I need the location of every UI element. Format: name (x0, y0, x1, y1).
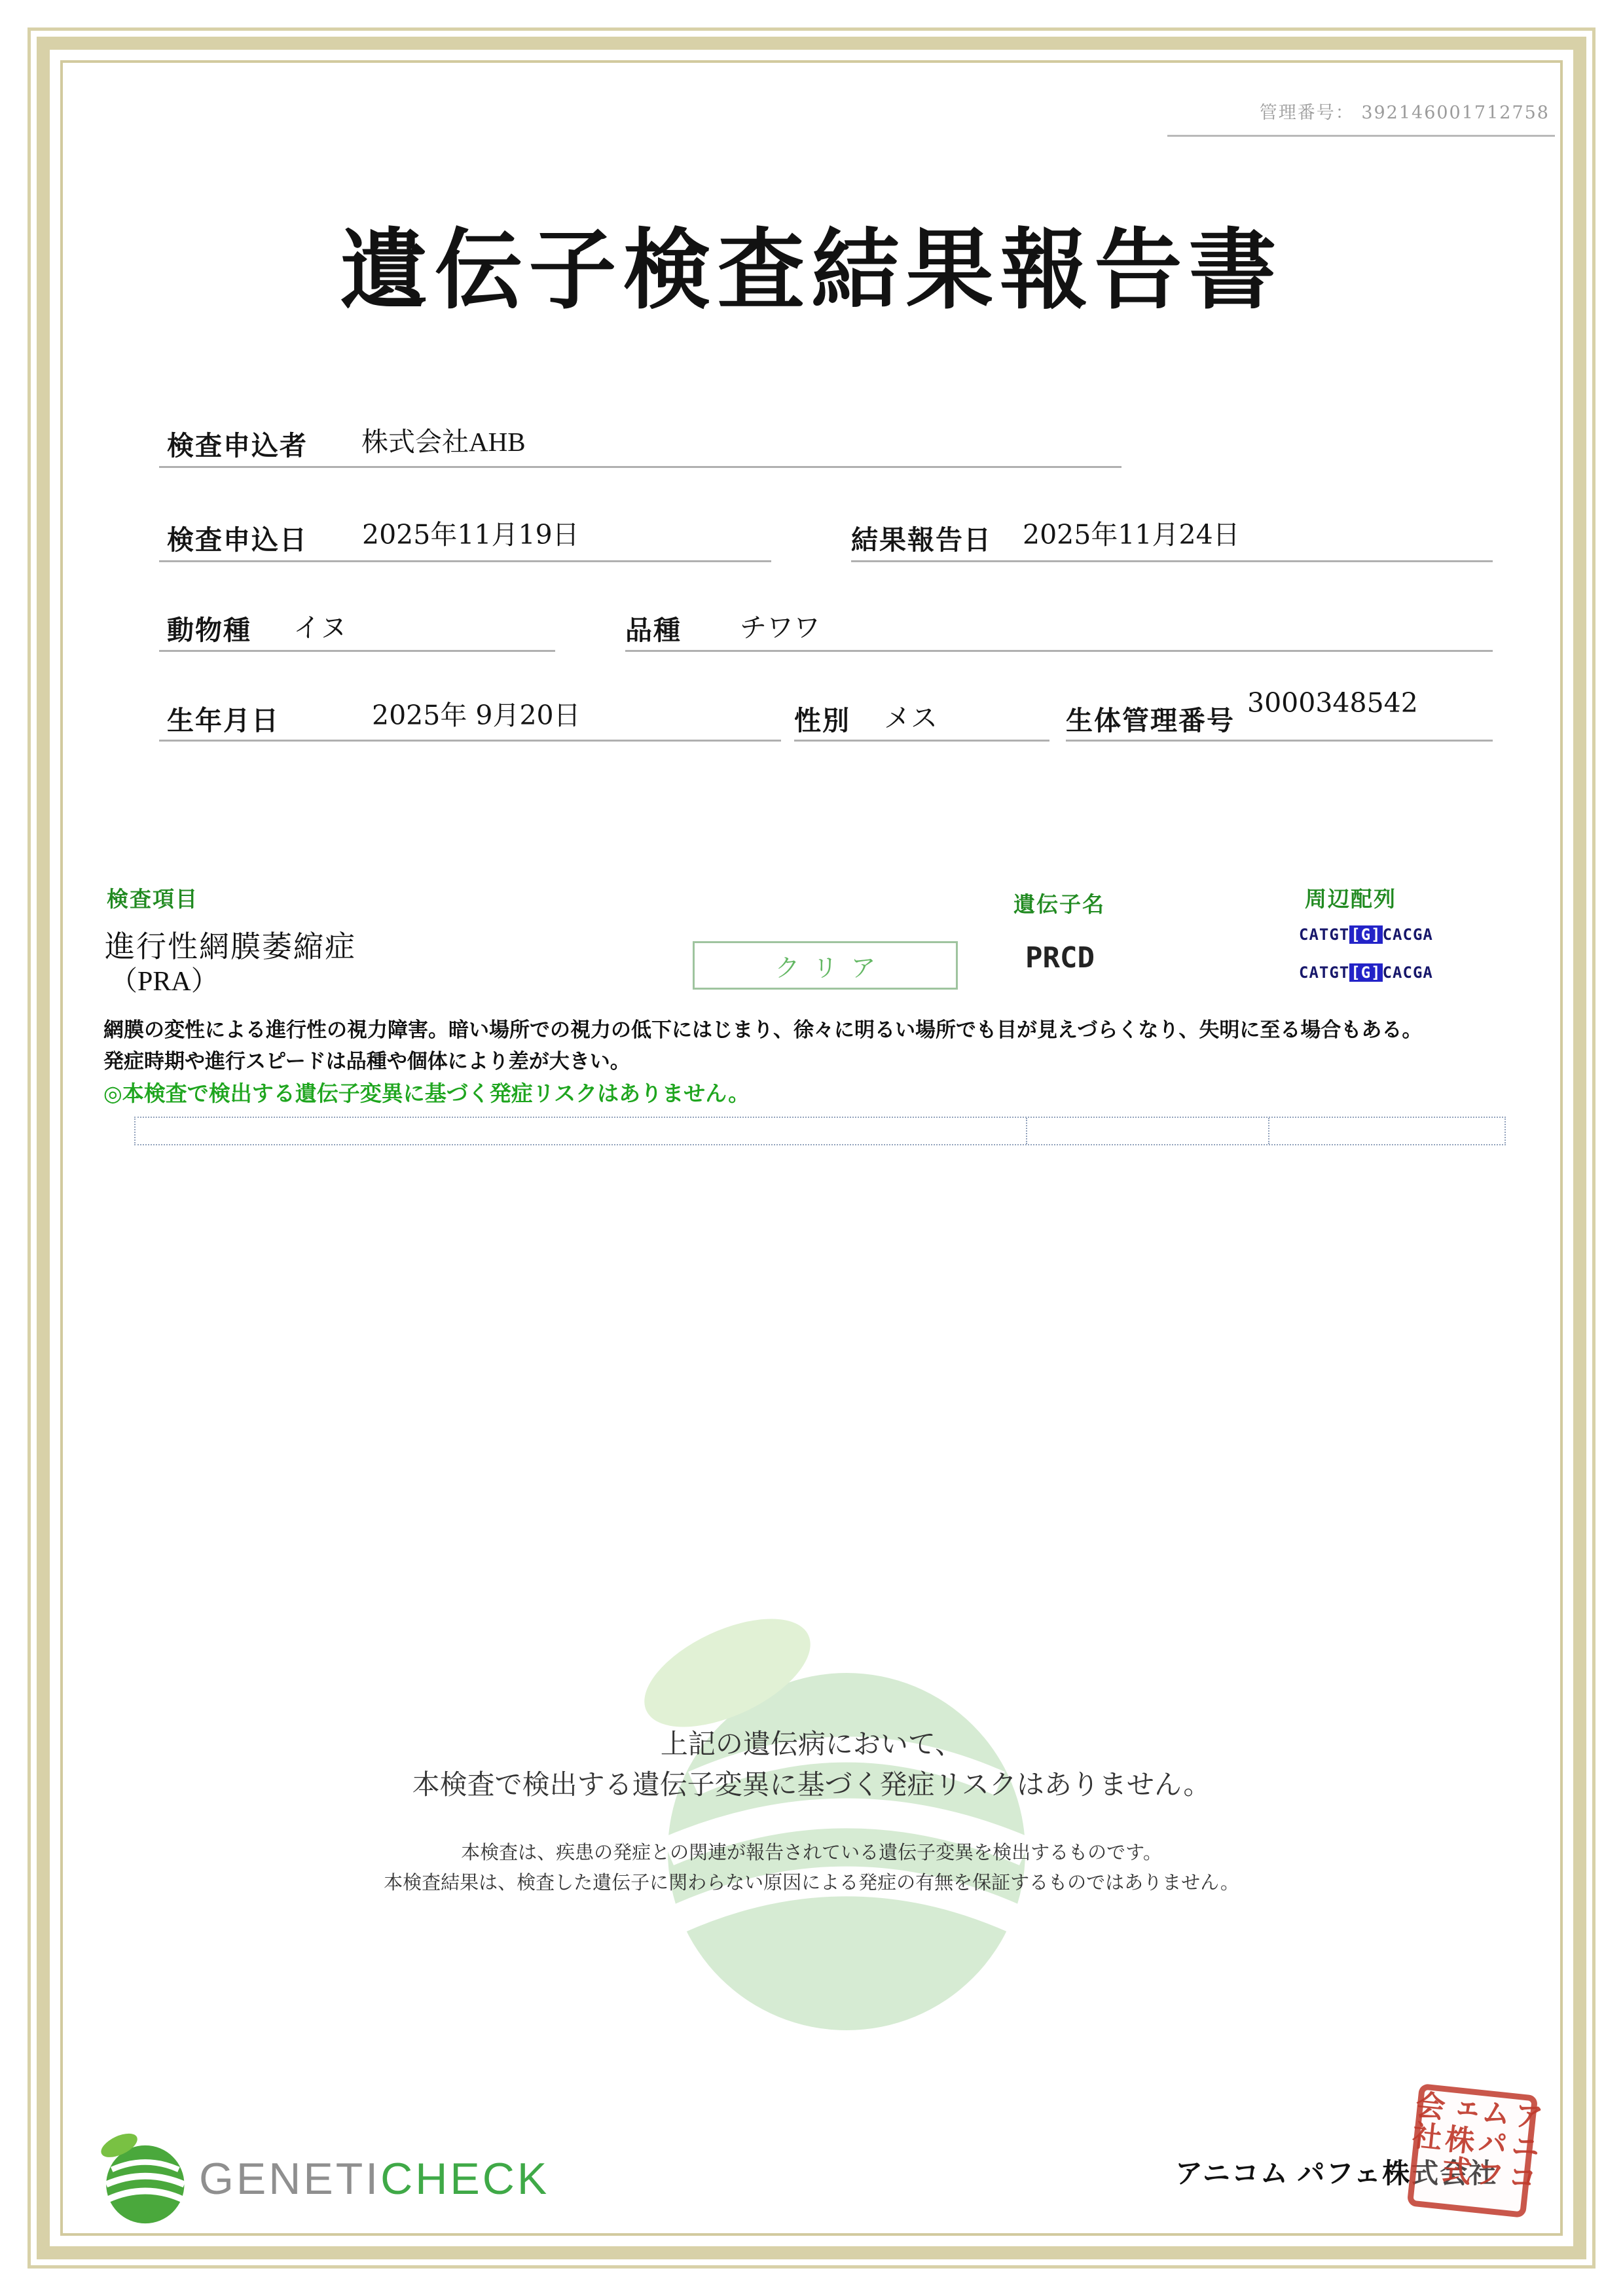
sequence-2-pre: CATGT (1299, 963, 1350, 982)
management-number (1260, 98, 1550, 124)
disease-description-line1: 網膜の変性による進行性の視力障害。暗い場所での視力の低下にはじまり、徐々に明るい場所でも目が見えづらくなり、失明に至る場合もある。 (103, 1018, 1423, 1041)
geneticheck-logo-icon (97, 2132, 190, 2225)
management-number-label: 管理番号： (1259, 103, 1355, 123)
company-seal (1406, 2083, 1544, 2218)
management-number-value: 392146001712758 (1361, 103, 1550, 123)
sequence-header: 周辺配列 (1305, 888, 1396, 912)
disease-name: 進行性網膜萎縮症 (105, 930, 356, 963)
species-value: イヌ (293, 613, 347, 643)
sex-value: メス (884, 703, 938, 733)
dotted-empty-row (134, 1117, 1506, 1145)
logo-text-check: CHECK (380, 2154, 550, 2204)
apply-date-label: 検査申込日 (167, 525, 308, 555)
dotted-divider-1 (1026, 1118, 1027, 1144)
report-date-label: 結果報告日 (851, 525, 992, 555)
sequence-row-2 (1299, 963, 1433, 982)
sex-underline (794, 740, 1049, 742)
sequence-1-pre: CATGT (1299, 925, 1350, 944)
page-title: 遺伝子検査結果報告書 (340, 223, 1283, 319)
breed-label: 品種 (625, 615, 682, 645)
summary-line-1: 上記の遺伝病において、 (660, 1729, 963, 1759)
apply-date-value: 2025年11月19日 (362, 519, 579, 550)
sequence-2-post: CACGA (1382, 963, 1433, 982)
gene-name-header: 遺伝子名 (1013, 893, 1105, 917)
company-seal-text: アニコムパフェ株式会社 (1406, 2088, 1544, 2195)
animal-id-value: 3000348542 (1247, 687, 1418, 719)
management-number-underline (1167, 135, 1555, 137)
risk-note: ◎本検査で検出する遺伝子変異に基づく発症リスクはありません。 (103, 1083, 750, 1106)
sex-label: 性別 (794, 706, 850, 736)
summary-line-2: 本検査で検出する遺伝子変異に基づく発症リスクはありません。 (412, 1769, 1211, 1800)
sequence-row-1 (1299, 925, 1433, 944)
geneticheck-logo-text (199, 2153, 549, 2204)
species-underline (159, 650, 555, 652)
sequence-2-variant: [G] (1351, 963, 1381, 982)
applicant-value: 株式会社AHB (361, 427, 526, 457)
birth-label: 生年月日 (167, 706, 280, 736)
result-value: クリア (775, 954, 889, 982)
test-item-header: 検査項目 (107, 888, 198, 912)
geneticheck-logo (97, 2132, 549, 2225)
sequence-1-post: CACGA (1382, 925, 1433, 944)
report-date-underline (851, 560, 1493, 562)
summary-note-1: 本検査は、疾患の発症との関連が報告されている遺伝子変異を検出するものです。 (461, 1842, 1162, 1863)
summary-note-2: 本検査結果は、検査した遺伝子に関わらない原因による発症の有無を保証するものではありません。 (384, 1873, 1239, 1893)
applicant-label: 検査申込者 (167, 431, 308, 461)
breed-value: チワワ (740, 613, 820, 643)
apply-date-underline (159, 560, 771, 562)
report-date-value: 2025年11月24日 (1023, 519, 1240, 550)
birth-underline (159, 740, 781, 742)
disease-description-line2: 発症時期や進行スピードは品種や個体により差が大きい。 (103, 1050, 630, 1073)
sequence-1-variant: [G] (1351, 925, 1381, 944)
animal-id-label: 生体管理番号 (1066, 706, 1235, 736)
result-box (693, 941, 958, 990)
logo-text-geneti: GENETI (199, 2154, 381, 2204)
birth-value: 2025年 9月20日 (372, 700, 581, 731)
geneticheck-watermark (625, 1613, 1051, 2039)
gene-name-value: PRCD (1025, 941, 1095, 975)
disease-abbreviation: （PRA） (110, 967, 219, 997)
applicant-underline (159, 466, 1122, 468)
species-label: 動物種 (167, 615, 251, 645)
animal-id-underline (1066, 740, 1493, 742)
company-name: アニコム パフェ株式会社 (1175, 2159, 1498, 2189)
breed-underline (625, 650, 1493, 652)
dotted-divider-2 (1268, 1118, 1269, 1144)
